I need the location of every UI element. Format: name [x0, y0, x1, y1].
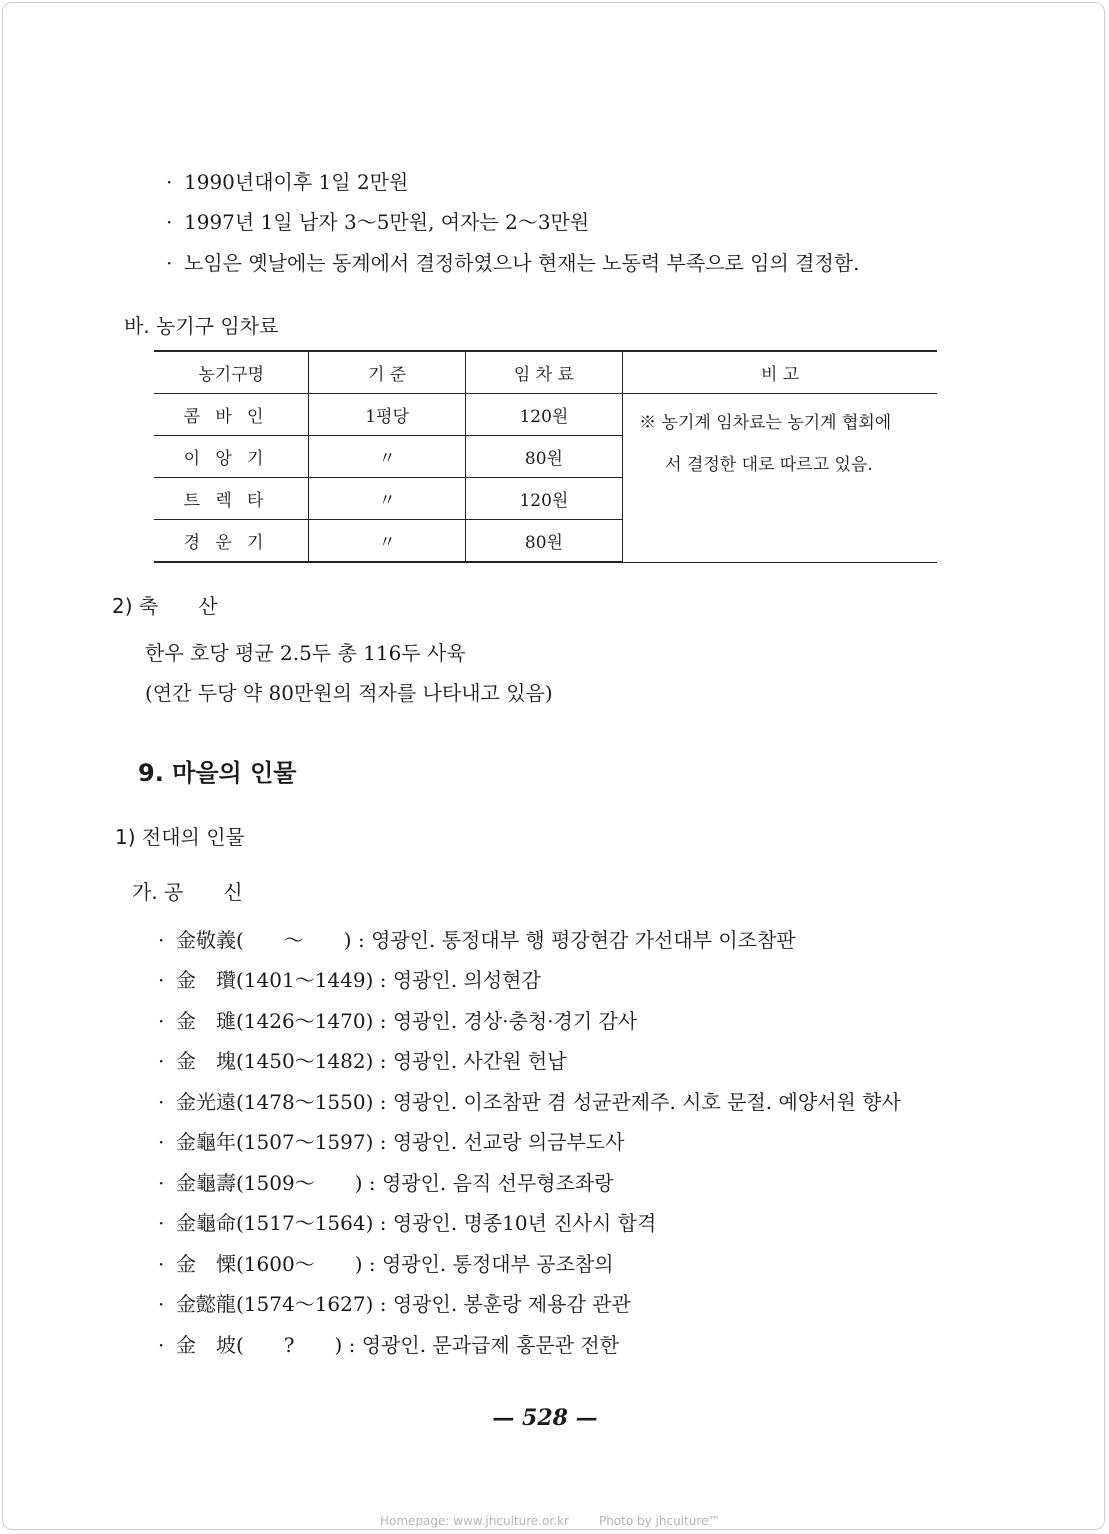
- basis-cell: 〃: [309, 520, 465, 563]
- person-separator: :: [373, 1292, 393, 1316]
- person-separator: :: [362, 1171, 382, 1195]
- person-7: [158, 1169, 614, 1197]
- equipment-name: 콤바인: [154, 394, 309, 436]
- basis-cell: 1평당: [309, 394, 465, 436]
- wage-bullet-2: [166, 208, 589, 236]
- basis-cell: 〃: [309, 436, 465, 478]
- person-desc: 영광인. 봉훈랑 제용감 관관: [392, 1292, 631, 1316]
- person-name: 金龜壽(1509～ ): [176, 1171, 363, 1195]
- wage-bullet-text: 1997년 1일 남자 3～5만원, 여자는 2～3만원: [184, 210, 590, 234]
- person-desc: 영광인. 문과급제 홍문관 전한: [361, 1333, 620, 1357]
- farm-equipment-rent-table: [154, 350, 937, 563]
- header-fee: 임 차 료: [465, 351, 622, 394]
- person-name: 金光遠(1478～1550): [176, 1090, 374, 1114]
- person-4: [158, 1047, 567, 1075]
- bullet-mark: ·: [166, 210, 173, 234]
- person-10: [158, 1290, 631, 1318]
- bullet-mark: ·: [158, 1049, 165, 1073]
- person-name: 金 塊(1450～1482): [176, 1049, 374, 1073]
- person-name: 金 瓚(1401～1449): [176, 968, 374, 992]
- remarks-line-2: 서 결정한 대로 따르고 있음.: [665, 455, 873, 475]
- table-header-row: [154, 351, 937, 394]
- person-6: [158, 1128, 624, 1156]
- person-name: 金懿龍(1574～1627): [176, 1292, 374, 1316]
- equipment-name: 이앙기: [154, 436, 309, 478]
- wage-bullet-3: [166, 249, 859, 277]
- person-desc: 영광인. 통정대부 공조참의: [381, 1252, 614, 1276]
- header-equipment-name: 농기구명: [154, 351, 309, 394]
- person-2: [158, 966, 541, 994]
- person-5: [158, 1088, 901, 1116]
- section-ba-title: 바. 농기구 임차료: [124, 314, 279, 338]
- subsection-ga-title: 가. 공 신: [132, 880, 243, 904]
- person-8: [158, 1209, 656, 1237]
- footer-homepage: Homepage: www.jhculture.or.kr: [380, 1514, 569, 1528]
- bullet-mark: ·: [158, 1252, 165, 1276]
- basis-cell: 〃: [309, 478, 465, 520]
- person-name: 金 慄(1600～ ): [176, 1252, 363, 1276]
- bullet-mark: ·: [158, 968, 165, 992]
- person-desc: 영광인. 선교랑 의금부도사: [392, 1130, 625, 1154]
- person-name: 金龜命(1517～1564): [176, 1211, 374, 1235]
- table-row: [154, 394, 937, 436]
- person-desc: 영광인. 통정대부 행 평강현감 가선대부 이조참판: [371, 928, 796, 952]
- person-1: [158, 926, 796, 954]
- header-remarks: 비 고: [623, 351, 937, 394]
- fee-cell: 80원: [465, 520, 622, 563]
- bullet-mark: ·: [166, 170, 173, 194]
- remarks-line-1: ※ 농기계 임차료는 농기계 협회에: [639, 413, 892, 433]
- bullet-mark: ·: [166, 251, 173, 275]
- person-separator: :: [373, 1130, 393, 1154]
- livestock-title: 2) 축 산: [112, 594, 218, 618]
- bullet-mark: ·: [158, 1211, 165, 1235]
- person-desc: 영광인. 의성현감: [392, 968, 541, 992]
- equipment-name: 경운기: [154, 520, 309, 563]
- remarks-cell: [623, 394, 937, 563]
- person-separator: :: [373, 1049, 393, 1073]
- livestock-line-2: (연간 두당 약 80만원의 적자를 나타내고 있음): [145, 681, 553, 705]
- livestock-line-1: 한우 호당 평균 2.5두 총 116두 사육: [145, 641, 466, 665]
- person-desc: 영광인. 경상·충청·경기 감사: [392, 1009, 638, 1033]
- footer: [380, 1514, 750, 1528]
- equipment-name: 트렉타: [154, 478, 309, 520]
- person-separator: :: [351, 928, 372, 952]
- wage-bullet-text: 1990년대이후 1일 2만원: [184, 170, 409, 194]
- person-desc: 영광인. 사간원 헌납: [392, 1049, 567, 1073]
- person-desc: 영광인. 음직 선무형조좌랑: [381, 1171, 614, 1195]
- person-desc: 영광인. 이조참판 겸 성균관제주. 시호 문절. 예양서원 향사: [392, 1090, 901, 1114]
- person-name: 金龜年(1507～1597): [176, 1130, 374, 1154]
- bullet-mark: ·: [158, 928, 165, 952]
- bullet-mark: ·: [158, 1090, 165, 1114]
- person-separator: :: [373, 1009, 393, 1033]
- person-separator: :: [373, 1211, 393, 1235]
- footer-photo-credit: Photo by jhculture™: [598, 1514, 721, 1528]
- person-name: 金 坡( ? ): [176, 1333, 343, 1357]
- wage-bullet-1: [166, 168, 408, 196]
- person-separator: :: [342, 1333, 362, 1357]
- fee-cell: 120원: [465, 478, 622, 520]
- fee-cell: 120원: [465, 394, 622, 436]
- person-9: [158, 1250, 614, 1278]
- subsection-1-title: 1) 전대의 인물: [115, 825, 245, 849]
- person-11: [158, 1331, 619, 1359]
- person-name: 金敬義( ～ ): [176, 928, 352, 952]
- person-separator: :: [373, 1090, 393, 1114]
- person-desc: 영광인. 명종10년 진사시 합격: [392, 1211, 657, 1235]
- bullet-mark: ·: [158, 1171, 165, 1195]
- person-3: [158, 1007, 637, 1035]
- fee-cell: 80원: [465, 436, 622, 478]
- header-basis: 기 준: [309, 351, 465, 394]
- wage-bullet-text: 노임은 옛날에는 동계에서 결정하였으나 현재는 노동력 부족으로 임의 결정함.: [184, 251, 860, 275]
- page-number: — 528 —: [492, 1405, 598, 1431]
- person-separator: :: [362, 1252, 382, 1276]
- person-separator: :: [373, 968, 393, 992]
- bullet-mark: ·: [158, 1130, 165, 1154]
- bullet-mark: ·: [158, 1333, 165, 1357]
- bullet-mark: ·: [158, 1292, 165, 1316]
- bullet-mark: ·: [158, 1009, 165, 1033]
- section-9-title: 9. 마을의 인물: [138, 759, 297, 787]
- person-name: 金 璡(1426～1470): [176, 1009, 374, 1033]
